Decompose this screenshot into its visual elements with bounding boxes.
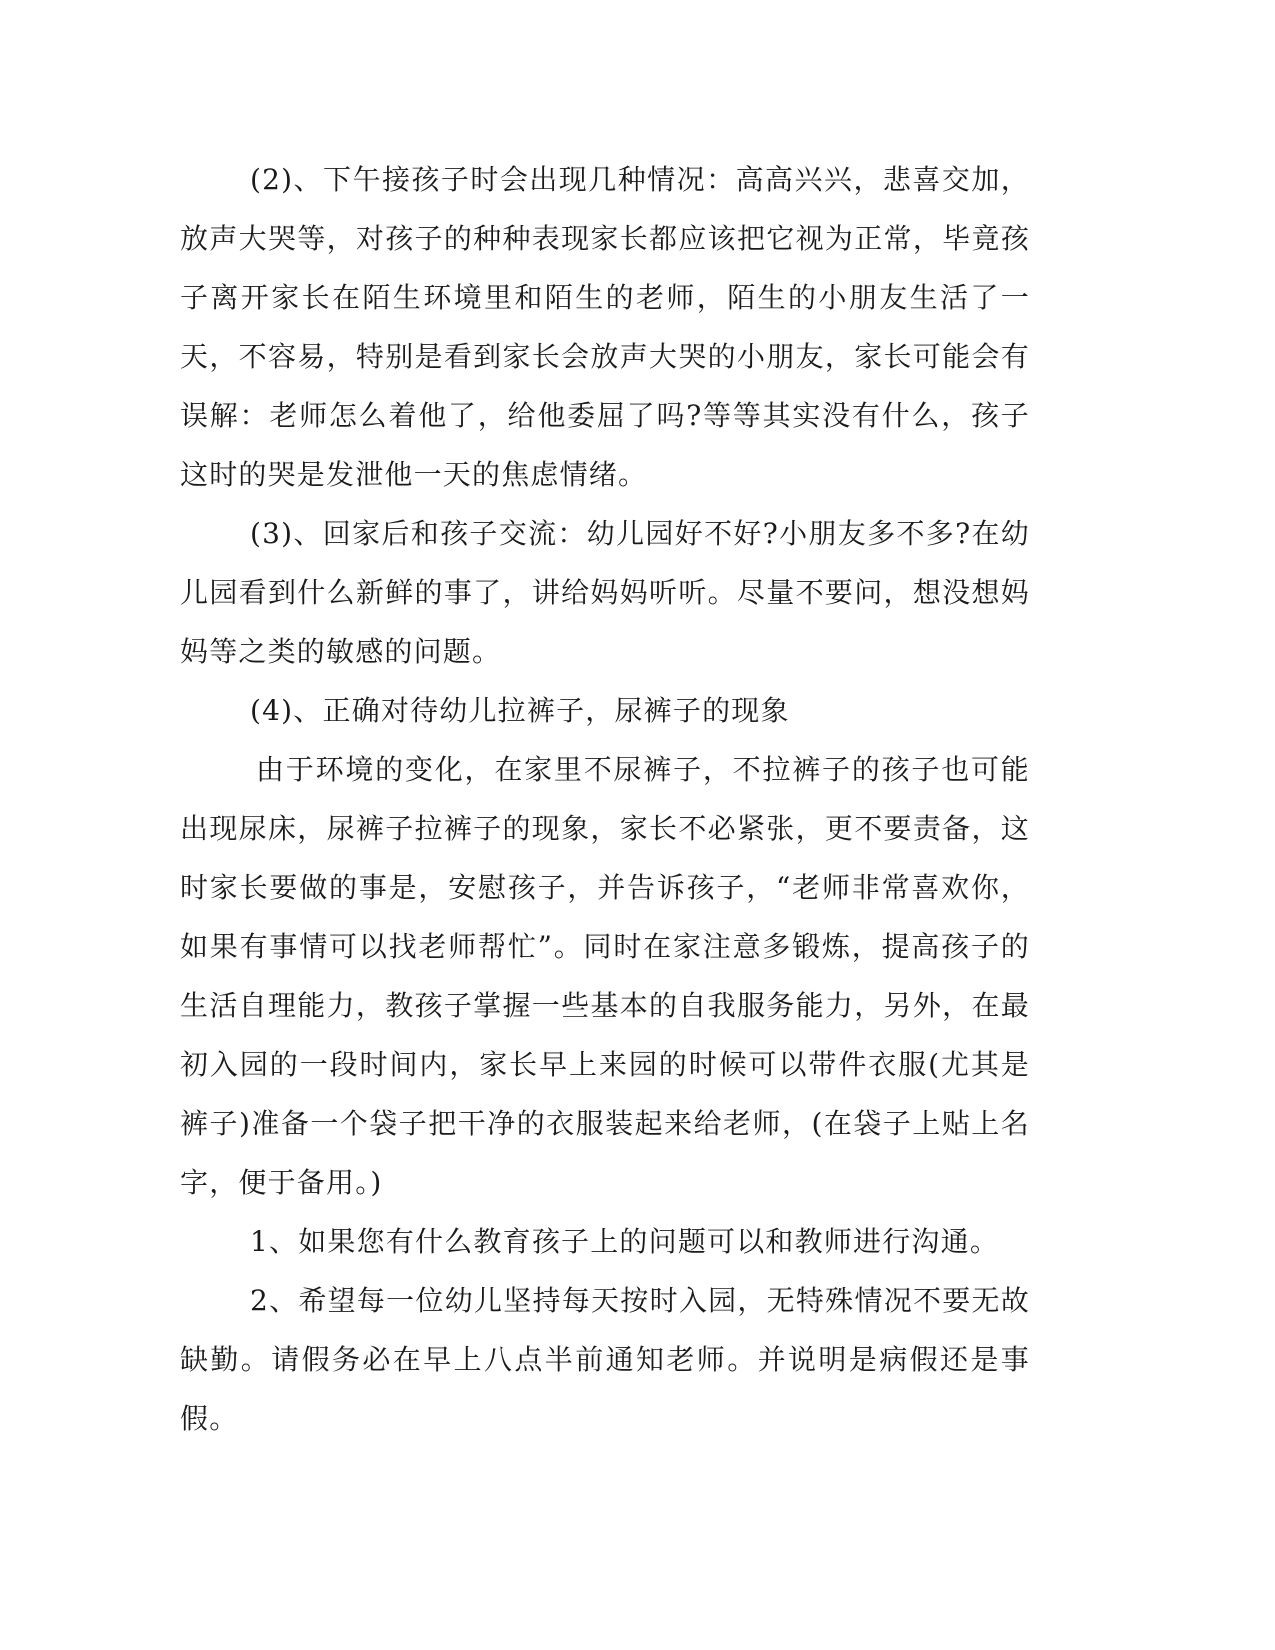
paragraph-toileting-details: 由于环境的变化，在家里不尿裤子，不拉裤子的孩子也可能出现尿床，尿裤子拉裤子的现象，家长不必紧张，更不要责备，这时家长要做的事是，安慰孩子，并告诉孩子，“老师非常喜欢你，如果有事情可以找老师帮忙”。同时在家注意多锻炼，提高孩子的生活自理能力，教孩子掌握一些基本的自我服务能力，另外，在最初入园的一段时间内，家长早上来园的时候可以带件衣服(尤其是裤子)准备一个袋子把干净的衣服装起来给老师，(在袋子上贴上名字，便于备用。) — [180, 753, 1030, 1199]
paragraph-teacher-communication: 1、如果您有什么教育孩子上的问题可以和教师进行沟通。 — [250, 1225, 1000, 1258]
paragraph-home-communication: (3)、回家后和孩子交流：幼儿园好不好?小朋友多不多?在幼儿园看到什么新鲜的事了，讲给妈妈听听。尽量不要问，想没想妈妈等之类的敏感的问题。 — [180, 517, 1030, 668]
paragraph-pickup-situations: (2)、下午接孩子时会出现几种情况：高高兴兴，悲喜交加，放声大哭等，对孩子的种种表现家长都应该把它视为正常，毕竟孩子离开家长在陌生环境里和陌生的老师，陌生的小朋友生活了一天，不容易，特别是看到家长会放声大哭的小朋友，家长可能会有误解：老师怎么着他了，给他委屈了吗?等等其实没有什么，孩子这时的哭是发泄他一天的焦虑情绪。 — [180, 163, 1030, 491]
document-body — [180, 150, 1030, 1448]
paragraph-toileting-heading: (4)、正确对待幼儿拉裤子，尿裤子的现象 — [250, 694, 790, 727]
paragraph-attendance: 2、希望每一位幼儿坚持每天按时入园，无特殊情况不要无故缺勤。请假务必在早上八点半前通知老师。并说明是病假还是事假。 — [180, 1284, 1030, 1435]
